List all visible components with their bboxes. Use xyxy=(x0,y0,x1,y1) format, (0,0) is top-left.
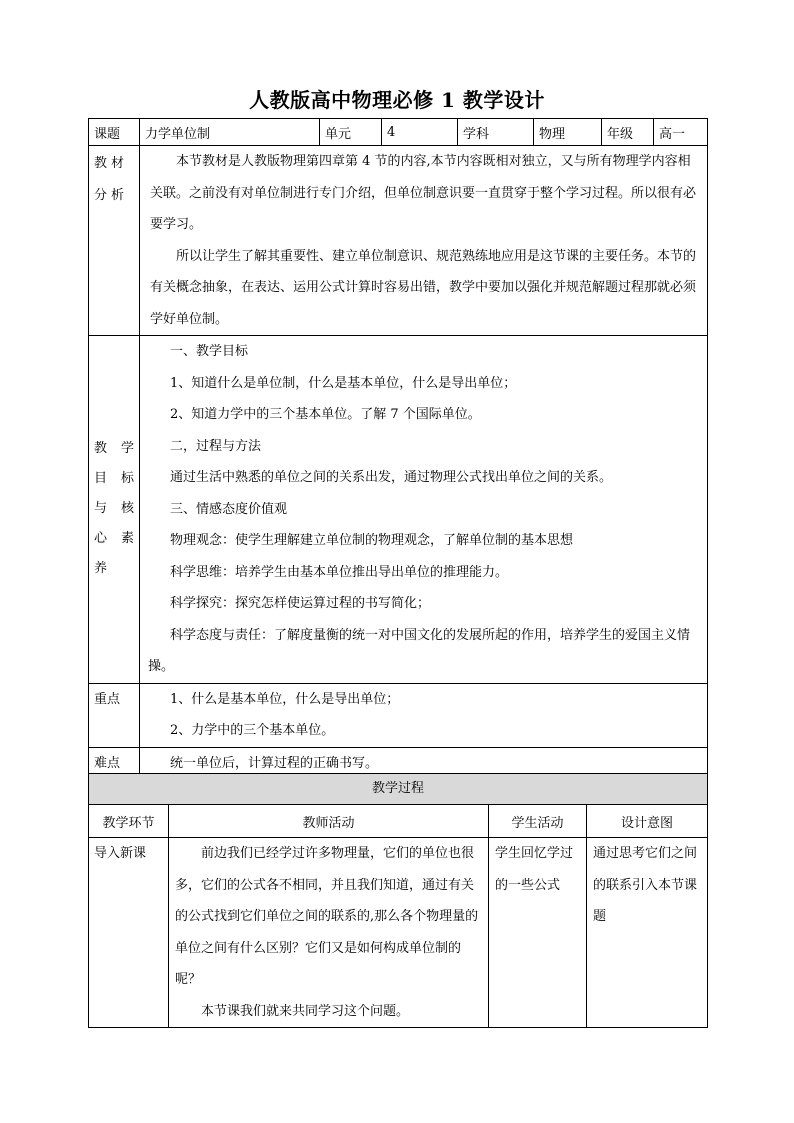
intro-stage: 导入新课 xyxy=(89,838,169,1028)
goals-line: 科学探究：探究怎样使运算过程的书写简化； xyxy=(170,596,431,611)
goals-row xyxy=(89,336,708,684)
page-title: 人教版高中物理必修 1 教学设计 xyxy=(249,88,545,112)
goals-label-cell xyxy=(89,336,140,684)
process-row-intro xyxy=(89,838,708,1028)
analysis-row xyxy=(89,146,708,336)
intro-teacher-paragraph-1: 前边我们已经学过许多物理量，它们的单位也很多，它们的公式各不相同，并且我们知道，通过有关的公式找到它们单位之间的联系的,那么各个物理量的单位之间有什么区别？它们又是如何构成单位制的呢？ xyxy=(175,846,479,987)
process-section-row xyxy=(89,774,708,805)
goals-line: 一、教学目标 xyxy=(170,344,249,359)
intro-teacher-paragraph-2: 本节课我们就来共同学习这个问题。 xyxy=(201,1003,410,1019)
header-teacher: 教师活动 xyxy=(169,805,489,838)
key-point-2: 2、力学中的三个基本单位。 xyxy=(170,723,335,738)
goals-line: 二，过程与方法 xyxy=(170,438,262,454)
intro-student-activity xyxy=(489,838,587,1028)
key-points-content xyxy=(140,683,708,747)
analysis-paragraph-1: 本节教材是人教版物理第四章第 4 节的内容,本节内容既相对独立，又与所有物理学内容相关联。之前没有对单位制进行专门介绍，但单位制意识要一直贯穿于整个学习过程。所以很有必要学习。 xyxy=(150,154,697,232)
header-student: 学生活动 xyxy=(489,805,587,838)
goals-content xyxy=(140,336,708,684)
analysis-label xyxy=(89,146,140,336)
goals-line: 三、情感态度价值观 xyxy=(170,501,288,517)
lesson-info-table xyxy=(88,118,708,780)
analysis-content xyxy=(140,146,708,336)
process-header-row xyxy=(89,805,708,838)
goals-label: 教 学 目 标 与 核 心 素 养 xyxy=(94,441,134,577)
analysis-label-line2: 分析 xyxy=(94,187,129,203)
difficulties-label: 难点 xyxy=(89,747,140,780)
teaching-process-table xyxy=(88,773,708,1028)
grade-value: 高一 xyxy=(654,119,708,146)
unit-value: 4 xyxy=(382,119,458,146)
goals-line: 2、知道力学中的三个基本单位。了解 7 个国际单位。 xyxy=(170,407,481,422)
goals-line: 科学思维：培养学生由基本单位推出导出单位的推理能力。 xyxy=(170,564,509,580)
difficulty-1: 统一单位后，计算过程的正确书写。 xyxy=(170,755,379,771)
info-row xyxy=(89,119,708,146)
header-intent: 设计意图 xyxy=(587,805,708,838)
grade-label: 年级 xyxy=(602,119,654,146)
goals-line: 通过生活中熟悉的单位之间的关系出发，通过物理公式找出单位之间的关系。 xyxy=(170,470,613,485)
key-points-label: 重点 xyxy=(89,683,140,747)
subject-value: 物理 xyxy=(534,119,602,146)
unit-label: 单元 xyxy=(320,119,382,146)
intro-intent-text: 通过思考它们之间的联系引入本节课题 xyxy=(593,846,698,924)
goals-line: 物理观念：使学生理解建立单位制的物理观念，了解单位制的基本思想 xyxy=(170,533,574,548)
topic-value: 力学单位制 xyxy=(140,119,320,146)
goals-line: 1、知道什么是单位制，什么是基本单位，什么是导出单位； xyxy=(170,375,517,391)
header-stage: 教学环节 xyxy=(89,805,169,838)
intro-teacher-activity xyxy=(169,838,489,1028)
intro-student-text: 学生回忆学过的一些公式 xyxy=(495,846,574,893)
key-points-row xyxy=(89,683,708,747)
analysis-label-line1: 教材 xyxy=(94,156,129,171)
topic-label: 课题 xyxy=(89,119,140,146)
subject-label: 学科 xyxy=(458,119,534,146)
intro-design-intent xyxy=(587,838,708,1028)
key-point-1: 1、什么是基本单位，什么是导出单位； xyxy=(170,691,400,707)
analysis-paragraph-2: 所以让学生了解其重要性、建立单位制意识、规范熟练地应用是这节课的主要任务。本节的有关概念抽象，在表达、运用公式计算时容易出错，教学中要加以强化并规范解题过程那就必须学好单位制。 xyxy=(150,248,697,327)
goals-line: 科学态度与责任：了解度量衡的统一对中国文化的发展所起的作用，培养学生的爱国主义情操。 xyxy=(148,627,691,674)
process-section-title: 教学过程 xyxy=(89,774,708,805)
